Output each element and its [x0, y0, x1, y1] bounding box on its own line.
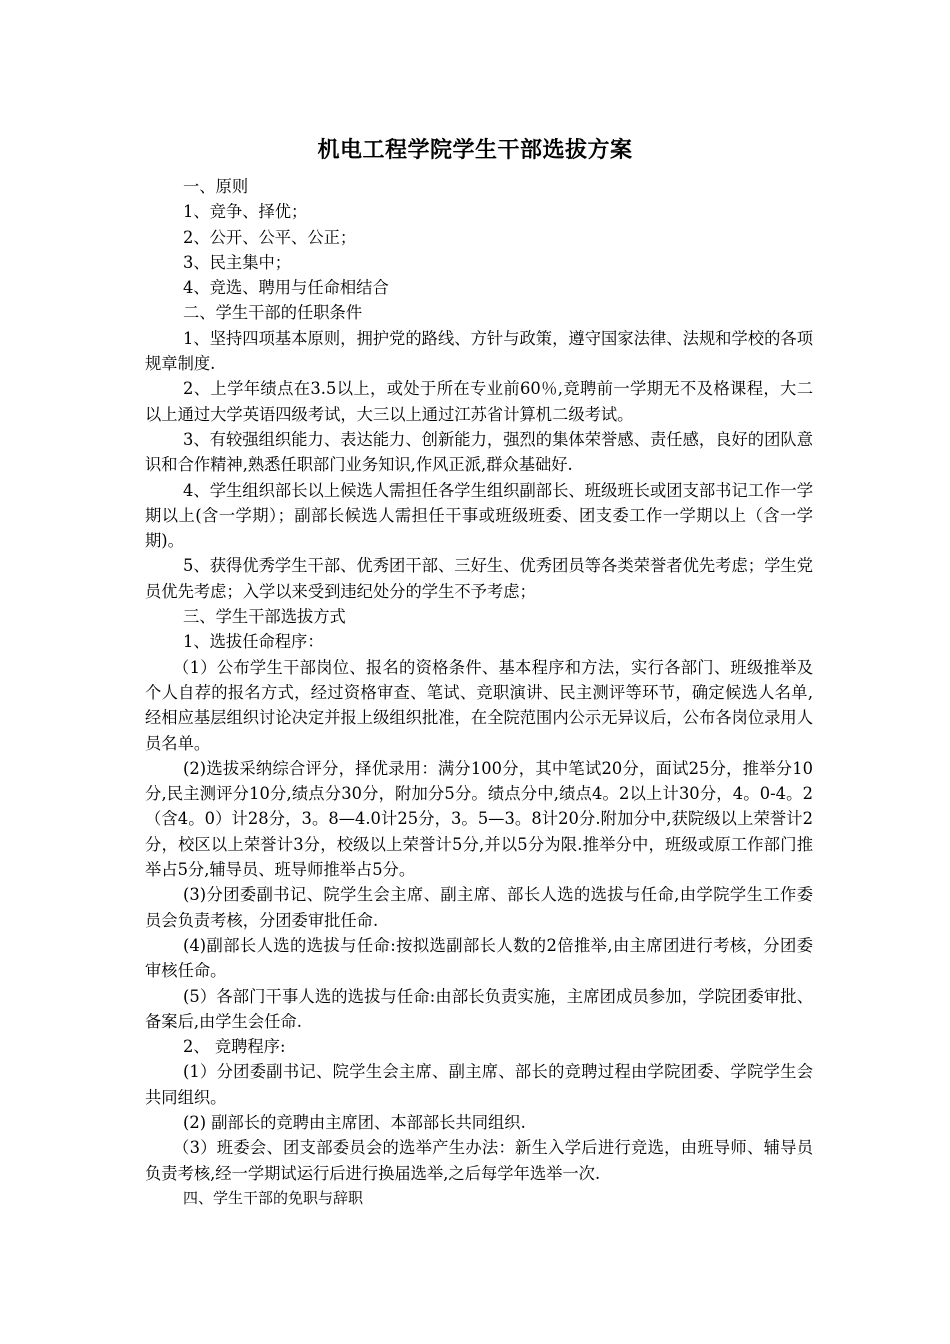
subsection-heading: 1、选拔任命程序： [183, 632, 324, 652]
section-heading-selection: 三、学生干部选拔方式 [183, 607, 346, 627]
principle-item: 1、竞争、择优； [183, 202, 308, 222]
procedure-item: （1）公布学生干部岗位、报名的资格条件、基本程序和方法，实行各部门、班级推举及个人自荐的报名方式，经过资格审查、笔试、竞职演讲、民主测评等环节，确定候选人名单,经相应基层组织讨论决定并报上级组织批准，在全院范围内公示无异议后，公布各岗位录用人员名单。 [145, 657, 813, 753]
document-body [145, 174, 813, 1211]
competition-item: (2) 副部长的竞聘由主席团、本部部长共同组织. [183, 1112, 526, 1132]
subsection-heading: 2、 竞聘程序: [183, 1037, 286, 1057]
qualification-item: 3、有较强组织能力、表达能力、创新能力，强烈的集体荣誉感、责任感，良好的团队意识和合作精神,熟悉任职部门业务知识,作风正派,群众基础好. [145, 429, 813, 475]
principle-item: 3、民主集中； [183, 252, 292, 272]
qualification-item: 1、坚持四项基本原则，拥护党的路线、方针与政策，遵守国家法律、法规和学校的各项规章制度. [145, 328, 813, 374]
competition-item: (1）分团委副书记、院学生会主席、副主席、部长的竞聘过程由学院团委、学院学生会共同组织。 [145, 1062, 813, 1107]
procedure-item: (2)选拔采纳综合评分，择优录用：满分100分，其中笔试20分，面试25分，推举分10分,民主测评分10分,绩点分30分，附加分5分。绩点分中,绩点4。2以上计30分，4。0-4。2（含4。0）计28分，3。8—4.0计25分，3。5—3。8计20分.附加分中,获院级以上荣誉计2分，校区以上荣誉计3分，校级以上荣誉计5分,并以5分为限.推举分中，班级或原工作部门推举占5分,辅导员、班导师推举占5分。 [145, 758, 813, 880]
competition-item: （3）班委会、团支部委员会的选举产生办法：新生入学后进行竞选，由班导师、辅导员负责考核,经一学期试运行后进行换届选举,之后每学年选举一次. [145, 1138, 813, 1183]
procedure-item: (4)副部长人选的选拔与任命:按拟选副部长人数的2倍推举,由主席团进行考核，分团委审核任命。 [145, 935, 813, 981]
qualification-item: 5、获得优秀学生干部、优秀团干部、三好生、优秀团员等各类荣誉者优先考虑；学生党员优先考虑；入学以来受到违纪处分的学生不予考虑； [145, 556, 813, 601]
section-heading-qualifications: 二、学生干部的任职条件 [183, 303, 363, 323]
principle-item: 4、竞选、聘用与任命相结合 [183, 278, 389, 298]
section-heading-principles: 一、原则 [183, 177, 249, 196]
procedure-item: (3)分团委副书记、院学生会主席、副主席、部长人选的选拔与任命,由学院学生工作委员会负责考核，分团委审批任命. [145, 885, 813, 930]
qualification-item: 2、上学年绩点在3.5以上，或处于所在专业前60％,竞聘前一学期无不及格课程，大二以上通过大学英语四级考试，大三以上通过江苏省计算机二级考试。 [145, 379, 813, 424]
principle-item: 2、公开、公平、公正； [183, 227, 357, 247]
section-heading-dismissal: 四、学生干部的免职与辞职 [183, 1188, 364, 1207]
qualification-item: 4、学生组织部长以上候选人需担任各学生组织副部长、班级班长或团支部书记工作一学期以上(含一学期）；副部长候选人需担任干事或班级班委、团支委工作一学期以上（含一学期)。 [145, 480, 813, 551]
document-title: 机电工程学院学生干部选拔方案 [317, 137, 633, 163]
procedure-item: (5）各部门干事人选的选拔与任命:由部长负责实施，主席团成员参加，学院团委审批、备案后,由学生会任命. [145, 986, 813, 1031]
